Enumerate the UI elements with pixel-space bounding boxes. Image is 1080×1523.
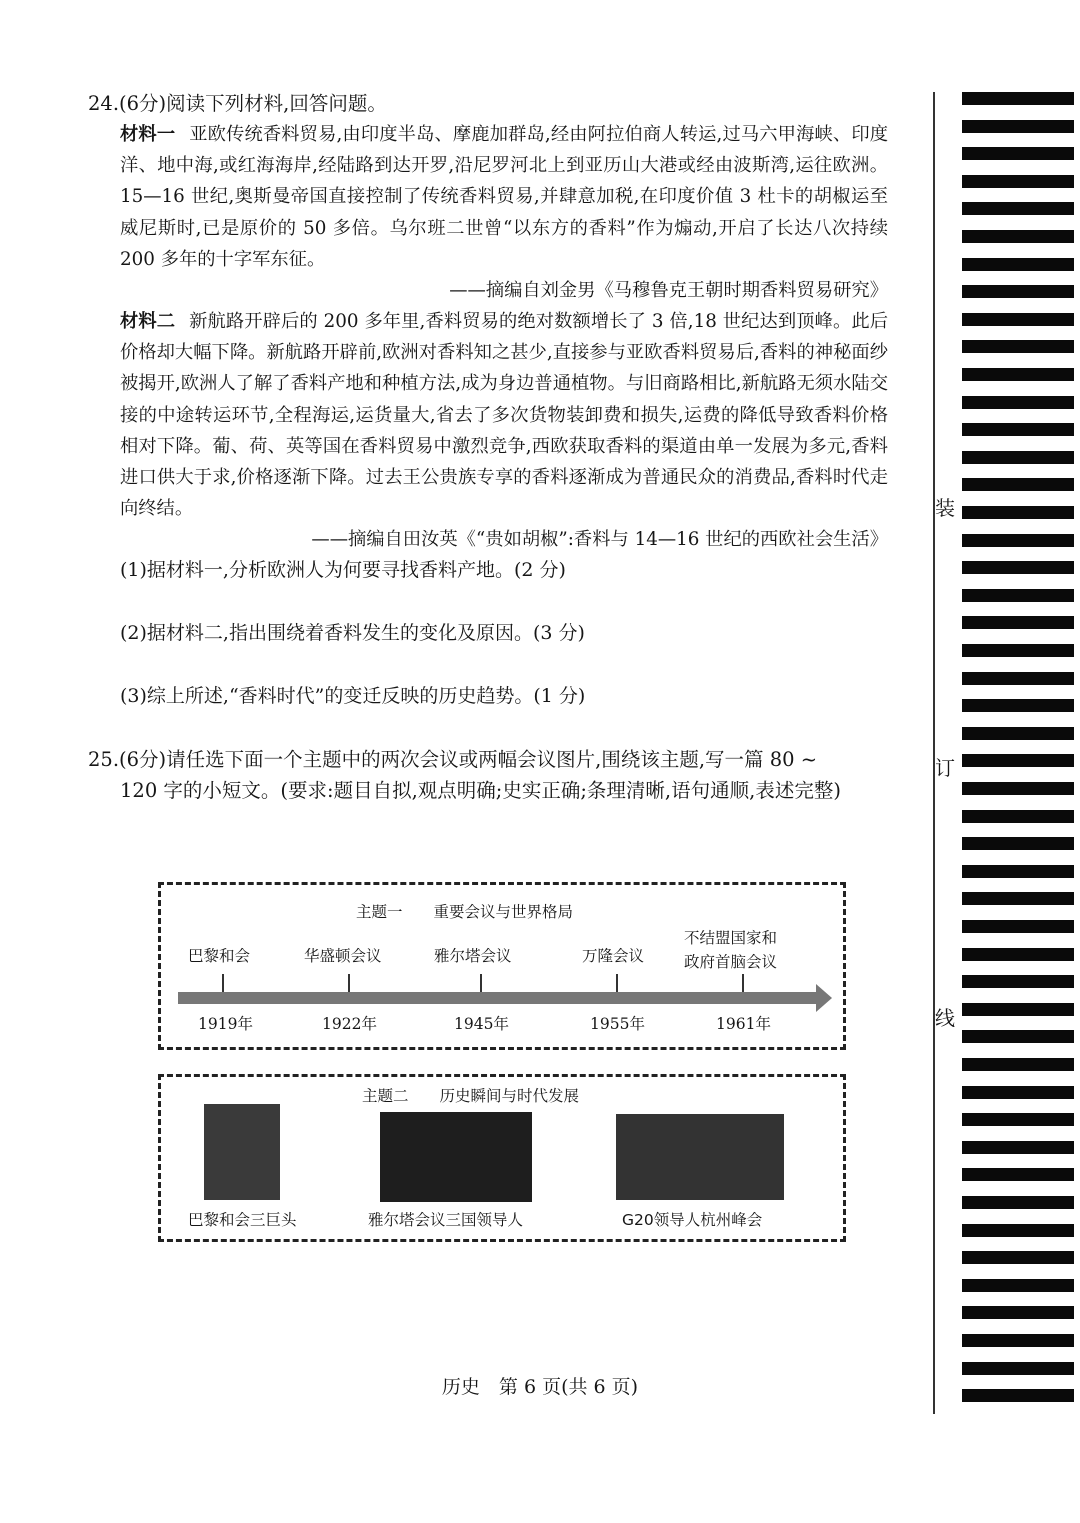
binding-stripe: [962, 396, 1074, 409]
binding-stripe: [962, 837, 1074, 850]
binding-stripe: [962, 1113, 1074, 1126]
binding-stripe: [962, 644, 1074, 657]
theme-diagram: [158, 882, 846, 1242]
binding-stripe: [962, 1334, 1074, 1347]
sub-question-1: (1)据材料一,分析欧洲人为何要寻找香料产地。(2 分): [120, 559, 566, 582]
binding-stripe: [962, 616, 1074, 629]
binding-stripe: [962, 948, 1074, 961]
binding-stripe: [962, 368, 1074, 381]
material-2-source: ——摘编自田汝英《“贵如胡椒”:香料与 14—16 世纪的西欧社会生活》: [311, 529, 888, 551]
tick-1955: [616, 974, 618, 992]
question-area: [88, 88, 888, 806]
material-1-label: 材料一: [120, 124, 176, 145]
binding-stripe: [962, 1058, 1074, 1071]
binding-stripe: [962, 1306, 1074, 1319]
sub-question-2: (2)据材料二,指出围绕着香料发生的变化及原因。(3 分): [120, 622, 585, 645]
binding-stripe: [962, 920, 1074, 933]
binding-stripe: [962, 230, 1074, 243]
caption-paris: 巴黎和会三巨头: [188, 1211, 297, 1229]
timeline-arrow: [178, 992, 818, 1004]
q25-header: 25.(6分)请任选下面一个主题中的两次会议或两幅会议图片,围绕该主题,写一篇 80 ~: [88, 748, 818, 772]
q25-body: 120 字的小短文。(要求:题目自拟,观点明确;史实正确;条理清晰,语句通顺,表述完整): [120, 779, 841, 803]
binding-stripe: [962, 699, 1074, 712]
binding-stripe: [962, 1279, 1074, 1292]
photo-yalta-leaders: [380, 1112, 532, 1202]
year-1945: 1945年: [454, 1015, 509, 1033]
binding-stripe: [962, 1362, 1074, 1375]
caption-yalta: 雅尔塔会议三国领导人: [368, 1211, 524, 1229]
event-yalta: 雅尔塔会议: [434, 947, 512, 965]
tick-1922: [348, 974, 350, 992]
binding-stripe: [962, 1196, 1074, 1209]
event-nam: [684, 926, 777, 974]
binding-stripe: [962, 1168, 1074, 1181]
year-1955: 1955年: [590, 1015, 645, 1033]
binding-stripe: [962, 147, 1074, 160]
binding-stripe: [962, 672, 1074, 685]
binding-stripe: [962, 1141, 1074, 1154]
year-1922: 1922年: [322, 1015, 377, 1033]
binding-stripe: [962, 313, 1074, 326]
binding-stripe: [962, 478, 1074, 491]
binding-stripe: [962, 1003, 1074, 1016]
photo-g20-hangzhou: [616, 1114, 784, 1200]
tick-1961: [742, 974, 744, 992]
binding-stripe: [962, 1030, 1074, 1043]
event-washington: 华盛顿会议: [304, 947, 382, 965]
binding-label-xian: 线: [935, 1006, 955, 1030]
timeline-arrowhead: [816, 984, 832, 1012]
binding-stripe: [962, 534, 1074, 547]
binding-stripe: [962, 782, 1074, 795]
binding-stripe: [962, 1389, 1074, 1402]
q25: [88, 744, 888, 806]
material-1: [88, 119, 888, 275]
binding-stripe: [962, 120, 1074, 133]
binding-stripe: [962, 975, 1074, 988]
tick-1945: [480, 974, 482, 992]
theme2-title: 主题二 历史瞬间与时代发展: [362, 1087, 580, 1105]
material-1-text: 亚欧传统香料贸易,由印度半岛、摩鹿加群岛,经由阿拉伯商人转运,过马六甲海峡、印度洋、地中海,或红海海岸,经陆路到达开罗,沿尼罗河北上到亚历山大港或经由波斯湾,运往欧洲。15—16 世纪,奥斯曼帝国直接控制了传统香料贸易,并肆意加税,在印度价值 3 杜卡的胡椒运至威尼斯时,已是原价的 50 多倍。乌尔班二世曾“以东方的香料”作为煽动,开启了长达八次持续 200 多年的十字军东征。: [120, 124, 889, 270]
binding-stripe: [962, 589, 1074, 602]
binding-stripe: [962, 1086, 1074, 1099]
binding-stripe: [962, 285, 1074, 298]
binding-stripe: [962, 727, 1074, 740]
material-1-source: ——摘编自刘金男《马穆鲁克王朝时期香料贸易研究》: [449, 280, 888, 302]
event-nam-line1: 不结盟国家和: [684, 929, 778, 947]
binding-stripe: [962, 1251, 1074, 1264]
year-1961: 1961年: [716, 1015, 771, 1033]
caption-g20: G20领导人杭州峰会: [622, 1211, 763, 1229]
binding-label-zhuang: 装: [935, 496, 955, 520]
page-footer: 历史 第 6 页(共 6 页): [441, 1376, 639, 1398]
binding-stripe: [962, 1224, 1074, 1237]
event-bandung: 万隆会议: [582, 947, 645, 965]
material-2-text: 新航路开辟后的 200 多年里,香料贸易的绝对数额增长了 3 倍,18 世纪达到顶峰。此后价格却大幅下降。新航路开辟前,欧洲对香料知之甚少,直接参与亚欧香料贸易后,香料的神秘面纱被揭开,欧洲人了解了香料产地和种植方法,成为身边普通植物。与旧商路相比,新航路无须水陆交接的中途转运环节,全程海运,运货量大,省去了多次货物装卸费和损失,运费的降低导致香料价格相对下降。葡、荷、英等国在香料贸易中激烈竞争,西欧获取香料的渠道由单一发展为多元,香料进口供大于求,价格逐渐下降。过去王公贵族专享的香料逐渐成为普通民众的消费品,香料时代走向终结。: [120, 311, 888, 520]
material-2: [88, 306, 888, 524]
binding-stripe: [962, 175, 1074, 188]
photo-paris-big-three: [204, 1104, 280, 1200]
binding-stripe: [962, 258, 1074, 271]
binding-stripe: [962, 754, 1074, 767]
binding-stripes: [962, 92, 1074, 1422]
tick-1919: [222, 974, 224, 992]
binding-stripe: [962, 506, 1074, 519]
event-paris: 巴黎和会: [188, 947, 251, 965]
binding-stripe: [962, 423, 1074, 436]
year-1919: 1919年: [198, 1015, 253, 1033]
binding-stripe: [962, 92, 1074, 105]
theme1-title: 主题一 重要会议与世界格局: [356, 903, 574, 921]
sub-question-3: (3)综上所述,“香料时代”的变迁反映的历史趋势。(1 分): [120, 685, 586, 708]
q24-header: 24.(6分)阅读下列材料,回答问题。: [88, 92, 387, 115]
binding-stripe: [962, 865, 1074, 878]
binding-stripe: [962, 561, 1074, 574]
binding-stripe: [962, 202, 1074, 215]
binding-label-ding: 订: [935, 756, 955, 780]
binding-stripe: [962, 892, 1074, 905]
binding-stripe: [962, 451, 1074, 464]
binding-stripe: [962, 340, 1074, 353]
binding-stripe: [962, 810, 1074, 823]
material-2-label: 材料二: [120, 311, 176, 333]
event-nam-line2: 政府首脑会议: [684, 953, 778, 971]
